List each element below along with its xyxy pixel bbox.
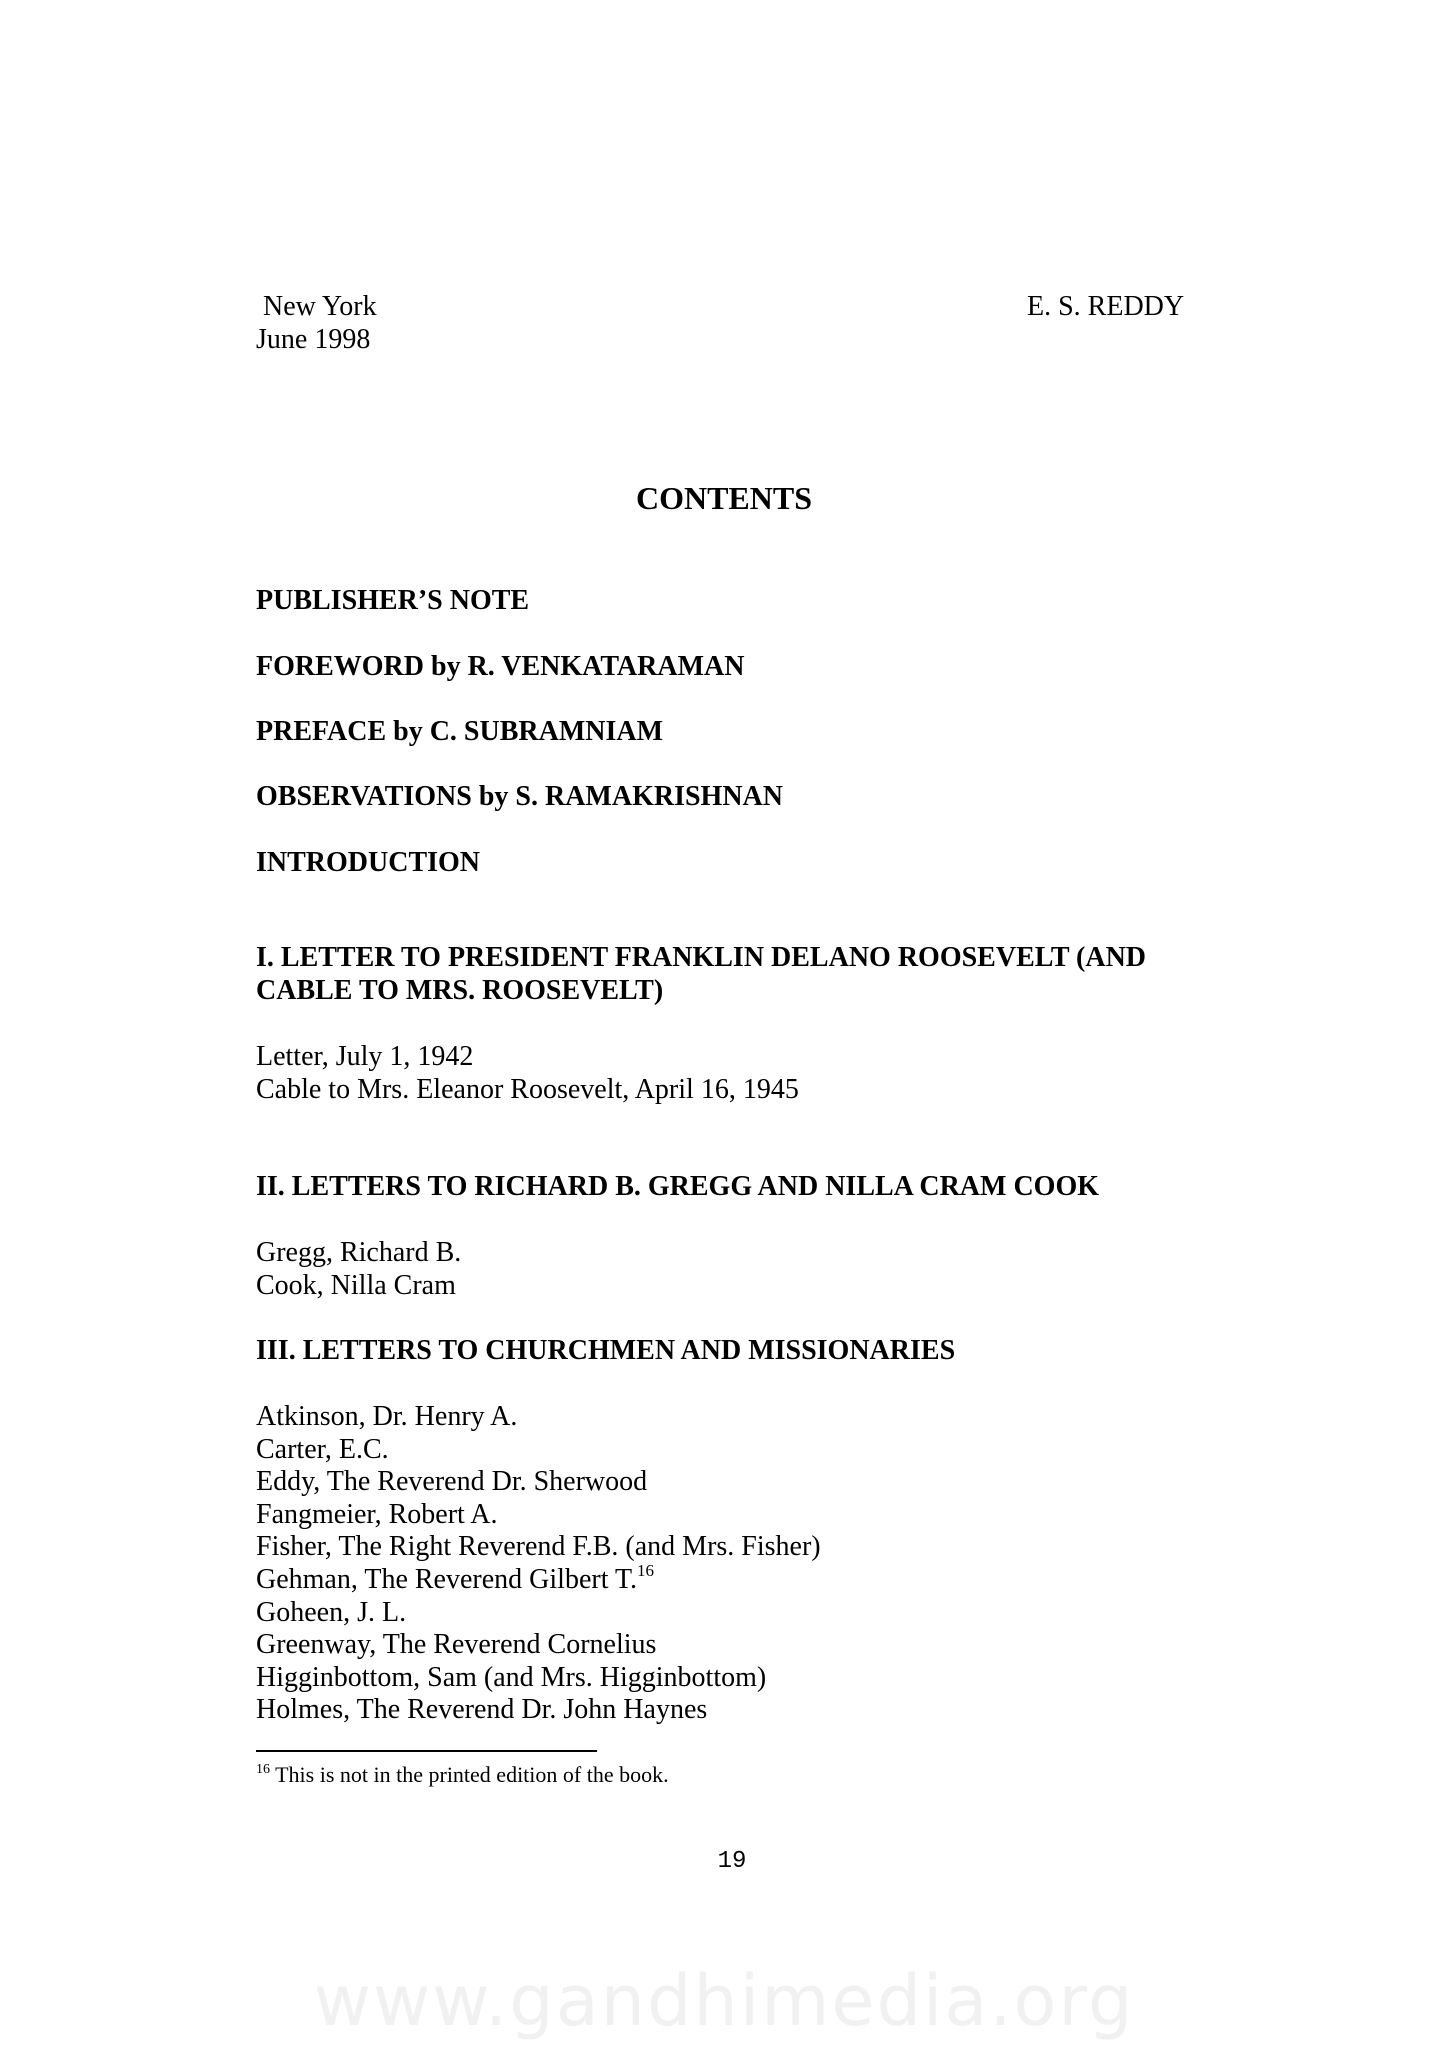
- watermark: www.gandhimedia.org: [313, 1960, 1135, 2042]
- toc-foreword: FOREWORD by R. VENKATARAMAN: [256, 651, 745, 682]
- section-3-item: Atkinson, Dr. Henry A.: [256, 1401, 518, 1432]
- contents-heading: CONTENTS: [635, 480, 813, 516]
- section-3-item: Fangmeier, Robert A.: [256, 1499, 498, 1530]
- section-2-item: Cook, Nilla Cram: [256, 1270, 456, 1301]
- toc-observations: OBSERVATIONS by S. RAMAKRISHNAN: [256, 781, 783, 812]
- signature-date: June 1998: [256, 324, 371, 355]
- signature-author: E. S. REDDY: [1027, 291, 1185, 322]
- footnote-reference[interactable]: 16: [637, 1560, 654, 1580]
- signature-place: New York: [263, 291, 377, 322]
- toc-introduction: INTRODUCTION: [256, 847, 481, 878]
- section-3-item: Greenway, The Reverend Cornelius: [256, 1629, 657, 1660]
- section-3-item: Eddy, The Reverend Dr. Sherwood: [256, 1466, 648, 1497]
- footnote-divider: [256, 1750, 597, 1752]
- section-3-item: Holmes, The Reverend Dr. John Haynes: [256, 1694, 708, 1725]
- section-3-item: Carter, E.C.: [256, 1434, 389, 1465]
- section-3-item: Fisher, The Right Reverend F.B. (and Mrs. Fisher): [256, 1531, 821, 1562]
- section-3-item: Goheen, J. L.: [256, 1597, 407, 1628]
- section-2-title: II. LETTERS TO RICHARD B. GREGG AND NILLA CRAM COOK: [256, 1171, 1100, 1202]
- toc-publishers-note: PUBLISHER’S NOTE: [256, 585, 530, 616]
- page-number: 19: [717, 1848, 747, 1875]
- footnote-marker: 16: [256, 1761, 270, 1777]
- toc-preface: PREFACE by C. SUBRAMNIAM: [256, 716, 664, 747]
- section-1-item: Letter, July 1, 1942: [256, 1041, 474, 1072]
- section-3-title: III. LETTERS TO CHURCHMEN AND MISSIONARIES: [256, 1335, 956, 1366]
- section-3-item-with-footnote: [256, 1560, 654, 1596]
- section-3-item-text: Gehman, The Reverend Gilbert T.: [256, 1564, 637, 1595]
- section-1-title-line1: I. LETTER TO PRESIDENT FRANKLIN DELANO ROOSEVELT (AND: [256, 942, 1147, 973]
- section-3-item: Higginbottom, Sam (and Mrs. Higginbottom): [256, 1662, 767, 1693]
- footnote-text: This is not in the printed edition of the book.: [270, 1762, 669, 1787]
- section-2-item: Gregg, Richard B.: [256, 1237, 462, 1268]
- section-1-title-line2: CABLE TO MRS. ROOSEVELT): [256, 975, 664, 1006]
- section-1-item: Cable to Mrs. Eleanor Roosevelt, April 16, 1945: [256, 1074, 799, 1105]
- footnote: [256, 1762, 669, 1788]
